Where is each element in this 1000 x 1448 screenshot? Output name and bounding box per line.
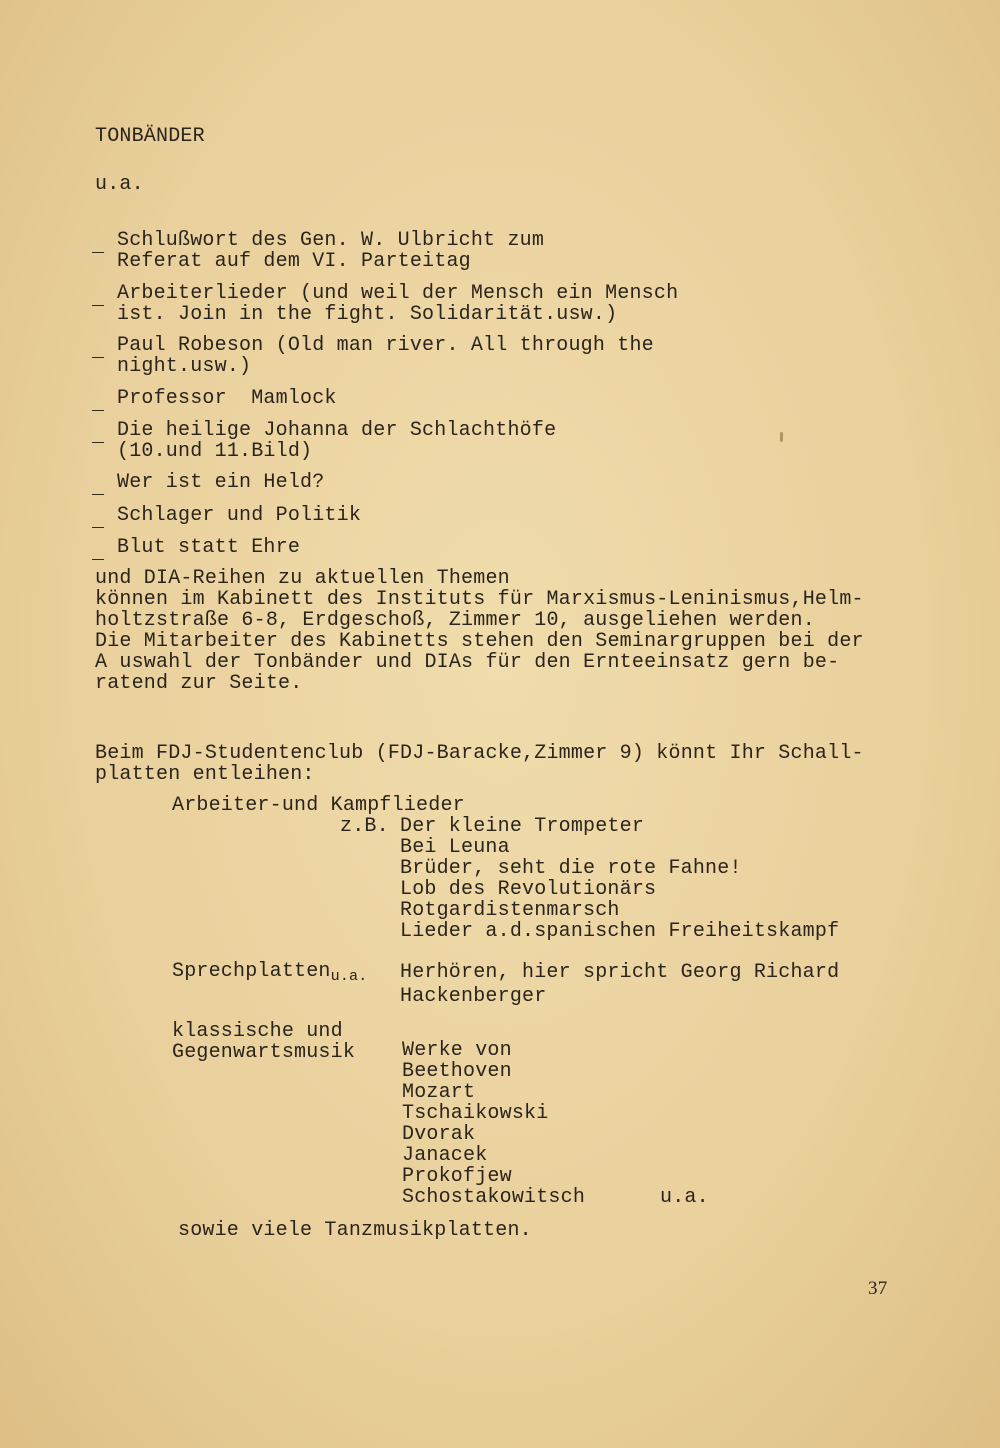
record-item: Rotgardistenmarsch bbox=[400, 899, 620, 922]
bullet-marker: _ bbox=[92, 477, 105, 500]
paper-speck bbox=[780, 432, 783, 442]
paragraph-line: A uswahl der Tonbänder und DIAs für den Ernteeinsatz gern be- bbox=[95, 651, 840, 674]
record-item: Lieder a.d.spanischen Freiheitskampf bbox=[400, 920, 840, 943]
record-suffix: u.a. bbox=[660, 1186, 709, 1209]
bullet-marker: _ bbox=[92, 288, 105, 311]
bullet-marker: _ bbox=[92, 425, 105, 448]
list-item: Wer ist ein Held? bbox=[117, 471, 325, 494]
record-category-sub: u.a. bbox=[330, 968, 368, 985]
record-category-label: Sprechplatten bbox=[172, 960, 331, 983]
record-prefix: z.B. bbox=[340, 815, 389, 838]
paragraph-line: ratend zur Seite. bbox=[95, 672, 303, 695]
list-item-cont: night.usw.) bbox=[117, 355, 252, 378]
record-item: Schostakowitsch bbox=[402, 1186, 586, 1209]
list-item-cont: ist. Join in the fight. Solidarität.usw.) bbox=[117, 303, 618, 326]
paragraph-line: Beim FDJ-Studentenclub (FDJ-Baracke,Zimmer 9) könnt Ihr Schall- bbox=[95, 742, 864, 765]
page-title: TONBÄNDER bbox=[95, 125, 205, 148]
paragraph-line: Die Mitarbeiter des Kabinetts stehen den Seminargruppen bei der bbox=[95, 630, 864, 653]
paragraph-line: können im Kabinett des Instituts für Marxismus-Leninismus,Helm- bbox=[95, 588, 864, 611]
bullet-marker: _ bbox=[92, 542, 105, 565]
record-category: klassische und bbox=[172, 1020, 343, 1043]
list-item-cont: (10.und 11.Bild) bbox=[117, 440, 313, 463]
record-item: Hackenberger bbox=[400, 985, 547, 1008]
record-item: Bei Leuna bbox=[400, 836, 510, 859]
record-item: Herhören, hier spricht Georg Richard bbox=[400, 961, 840, 984]
bullet-marker: _ bbox=[92, 393, 105, 416]
record-item: Werke von bbox=[402, 1039, 512, 1062]
record-item: Lob des Revolutionärs bbox=[400, 878, 657, 901]
paragraph-line: holtzstraße 6-8, Erdgeschoß, Zimmer 10, ausgeliehen werden. bbox=[95, 609, 815, 632]
record-category bbox=[172, 961, 367, 983]
record-item: Tschaikowski bbox=[402, 1102, 549, 1125]
list-item-cont: Referat auf dem VI. Parteitag bbox=[117, 250, 471, 273]
record-category: Arbeiter-und Kampflieder bbox=[172, 794, 465, 817]
list-item: Schlager und Politik bbox=[117, 504, 362, 527]
bullet-marker: _ bbox=[92, 340, 105, 363]
record-item: Dvorak bbox=[402, 1123, 476, 1146]
record-item: Mozart bbox=[402, 1081, 476, 1104]
paragraph-line: und DIA-Reihen zu aktuellen Themen bbox=[95, 567, 510, 590]
intro-text: u.a. bbox=[95, 173, 144, 196]
closing-line: sowie viele Tanzmusikplatten. bbox=[178, 1219, 532, 1242]
list-item: Blut statt Ehre bbox=[117, 536, 301, 559]
record-item: Prokofjew bbox=[402, 1165, 512, 1188]
list-item: Paul Robeson (Old man river. All through the bbox=[117, 334, 654, 357]
record-item: Der kleine Trompeter bbox=[400, 815, 645, 838]
list-item: Arbeiterlieder (und weil der Mensch ein Mensch bbox=[117, 282, 679, 305]
list-item: Die heilige Johanna der Schlachthöfe bbox=[117, 419, 557, 442]
record-item: Beethoven bbox=[402, 1060, 512, 1083]
record-item: Brüder, seht die rote Fahne! bbox=[400, 857, 742, 880]
bullet-marker: _ bbox=[92, 510, 105, 533]
list-item: Professor Mamlock bbox=[117, 387, 337, 410]
page-number: 37 bbox=[868, 1278, 888, 1299]
record-item: Janacek bbox=[402, 1144, 488, 1167]
bullet-marker: _ bbox=[92, 235, 105, 258]
paragraph-line: platten entleihen: bbox=[95, 763, 315, 786]
list-item: Schlußwort des Gen. W. Ulbricht zum bbox=[117, 229, 545, 252]
record-category: Gegenwartsmusik bbox=[172, 1041, 356, 1064]
